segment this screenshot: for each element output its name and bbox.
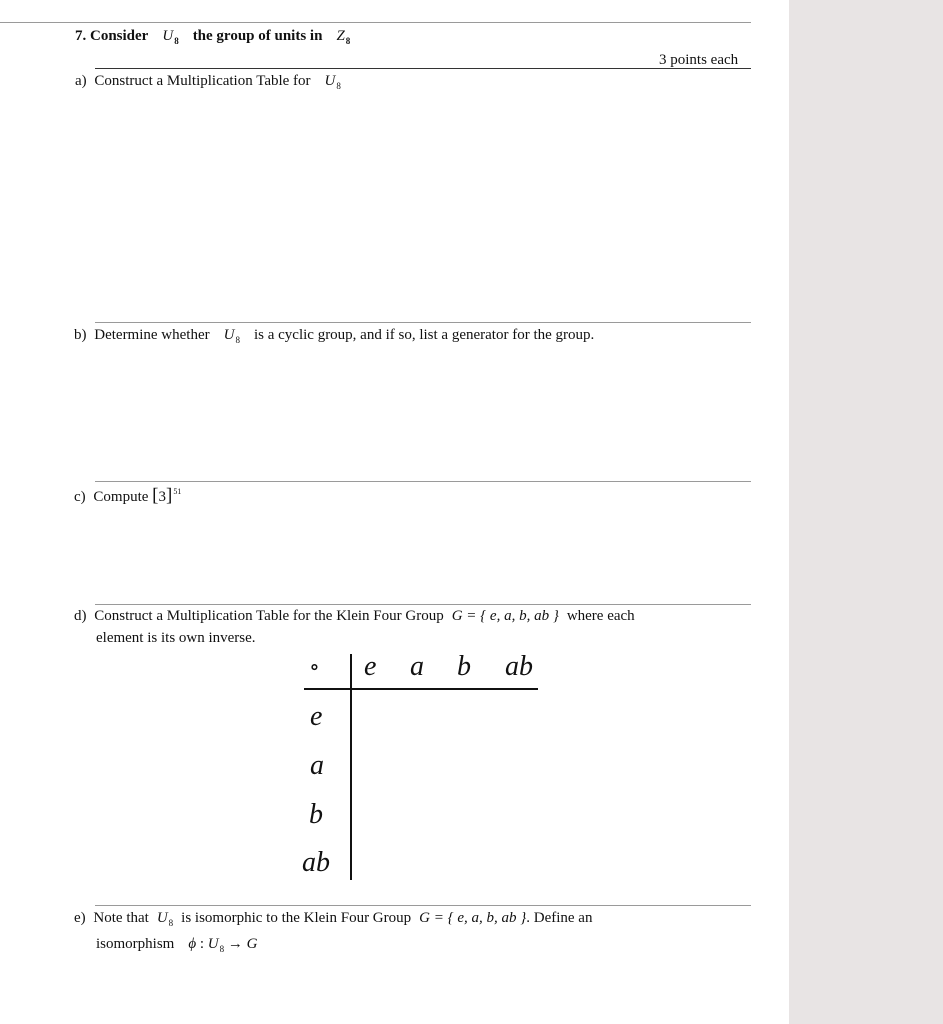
part-a-label: a) <box>75 73 87 89</box>
part-c-base: 3 <box>158 489 166 505</box>
map-arrow: → <box>224 936 247 952</box>
part-e-pre: Note that <box>93 910 149 926</box>
col-header-a: a <box>410 651 424 682</box>
part-e-set: G = { e, a, b, ab } <box>419 910 527 926</box>
row-header-ab: ab <box>302 847 330 878</box>
part-e-symbol: U <box>156 910 168 926</box>
table-header-line <box>304 688 538 690</box>
part-d-label: d) <box>74 608 87 624</box>
part-d-line2: element is its own inverse. <box>96 630 256 646</box>
consider-word: Consider <box>90 28 149 44</box>
part-b <box>74 326 594 345</box>
part-a-symbol: U <box>324 73 336 89</box>
row-header-b: b <box>309 799 323 830</box>
map-domain: U <box>207 936 219 952</box>
part-c-exponent: 51 <box>173 487 182 496</box>
part-c-label: c) <box>74 489 86 505</box>
rule-e <box>95 905 751 906</box>
part-d-post: where each <box>566 608 635 624</box>
part-e-mid: is isomorphic to the Klein Four Group <box>181 910 412 926</box>
problem-header <box>75 27 350 46</box>
col-header-b: b <box>457 651 471 682</box>
points-rule <box>95 68 751 69</box>
map-codomain: G <box>246 936 258 952</box>
part-e-label: e) <box>74 910 86 926</box>
table-vertical-line <box>350 654 352 880</box>
part-b-subscript: 8 <box>235 335 240 345</box>
map-colon: : <box>196 936 208 952</box>
table-operator: ∘ <box>309 654 320 679</box>
part-c-text: Compute <box>93 489 149 505</box>
part-e <box>74 909 592 928</box>
points-label: 3 points each <box>659 52 739 68</box>
map-domain-subscript: 8 <box>219 944 225 954</box>
part-a-subscript: 8 <box>336 81 341 91</box>
row-header-e: e <box>310 701 323 732</box>
col-header-e: e <box>364 651 377 682</box>
part-a <box>75 72 341 91</box>
problem-number: 7. <box>75 28 87 44</box>
rule-d <box>95 604 751 605</box>
part-d-pre: Construct a Multiplication Table for the Klein Four Group <box>94 608 444 624</box>
part-b-symbol: U <box>223 327 235 343</box>
group-subscript: 8 <box>174 36 179 46</box>
col-header-ab: ab <box>505 651 533 682</box>
part-b-label: b) <box>74 327 87 343</box>
rule-c <box>95 481 751 482</box>
ring-symbol: Z <box>336 28 345 44</box>
part-d <box>74 607 635 625</box>
part-e-line2 <box>96 935 257 954</box>
viewer-gutter <box>789 0 943 1024</box>
part-c-lbracket: [ <box>152 485 159 506</box>
part-e-subscript: 8 <box>168 918 174 928</box>
row-header-a: a <box>310 750 324 781</box>
part-e-line2-pre: isomorphism <box>96 936 175 952</box>
part-b-pre: Determine whether <box>94 327 210 343</box>
part-a-text: Construct a Multiplication Table for <box>94 73 311 89</box>
rule-b <box>95 322 751 323</box>
part-d-set: G = { e, a, b, ab } <box>451 608 559 624</box>
ring-subscript: 8 <box>345 36 351 46</box>
map-phi: ϕ <box>188 936 197 952</box>
group-symbol: U <box>162 28 174 44</box>
part-c-rbracket: ] <box>165 485 173 506</box>
part-e-post: . Define an <box>526 910 593 926</box>
problem-phrase: the group of units in <box>192 28 323 44</box>
top-rule <box>0 22 751 23</box>
part-c <box>74 487 181 508</box>
part-b-post: is a cyclic group, and if so, list a generator for the group. <box>253 327 595 343</box>
